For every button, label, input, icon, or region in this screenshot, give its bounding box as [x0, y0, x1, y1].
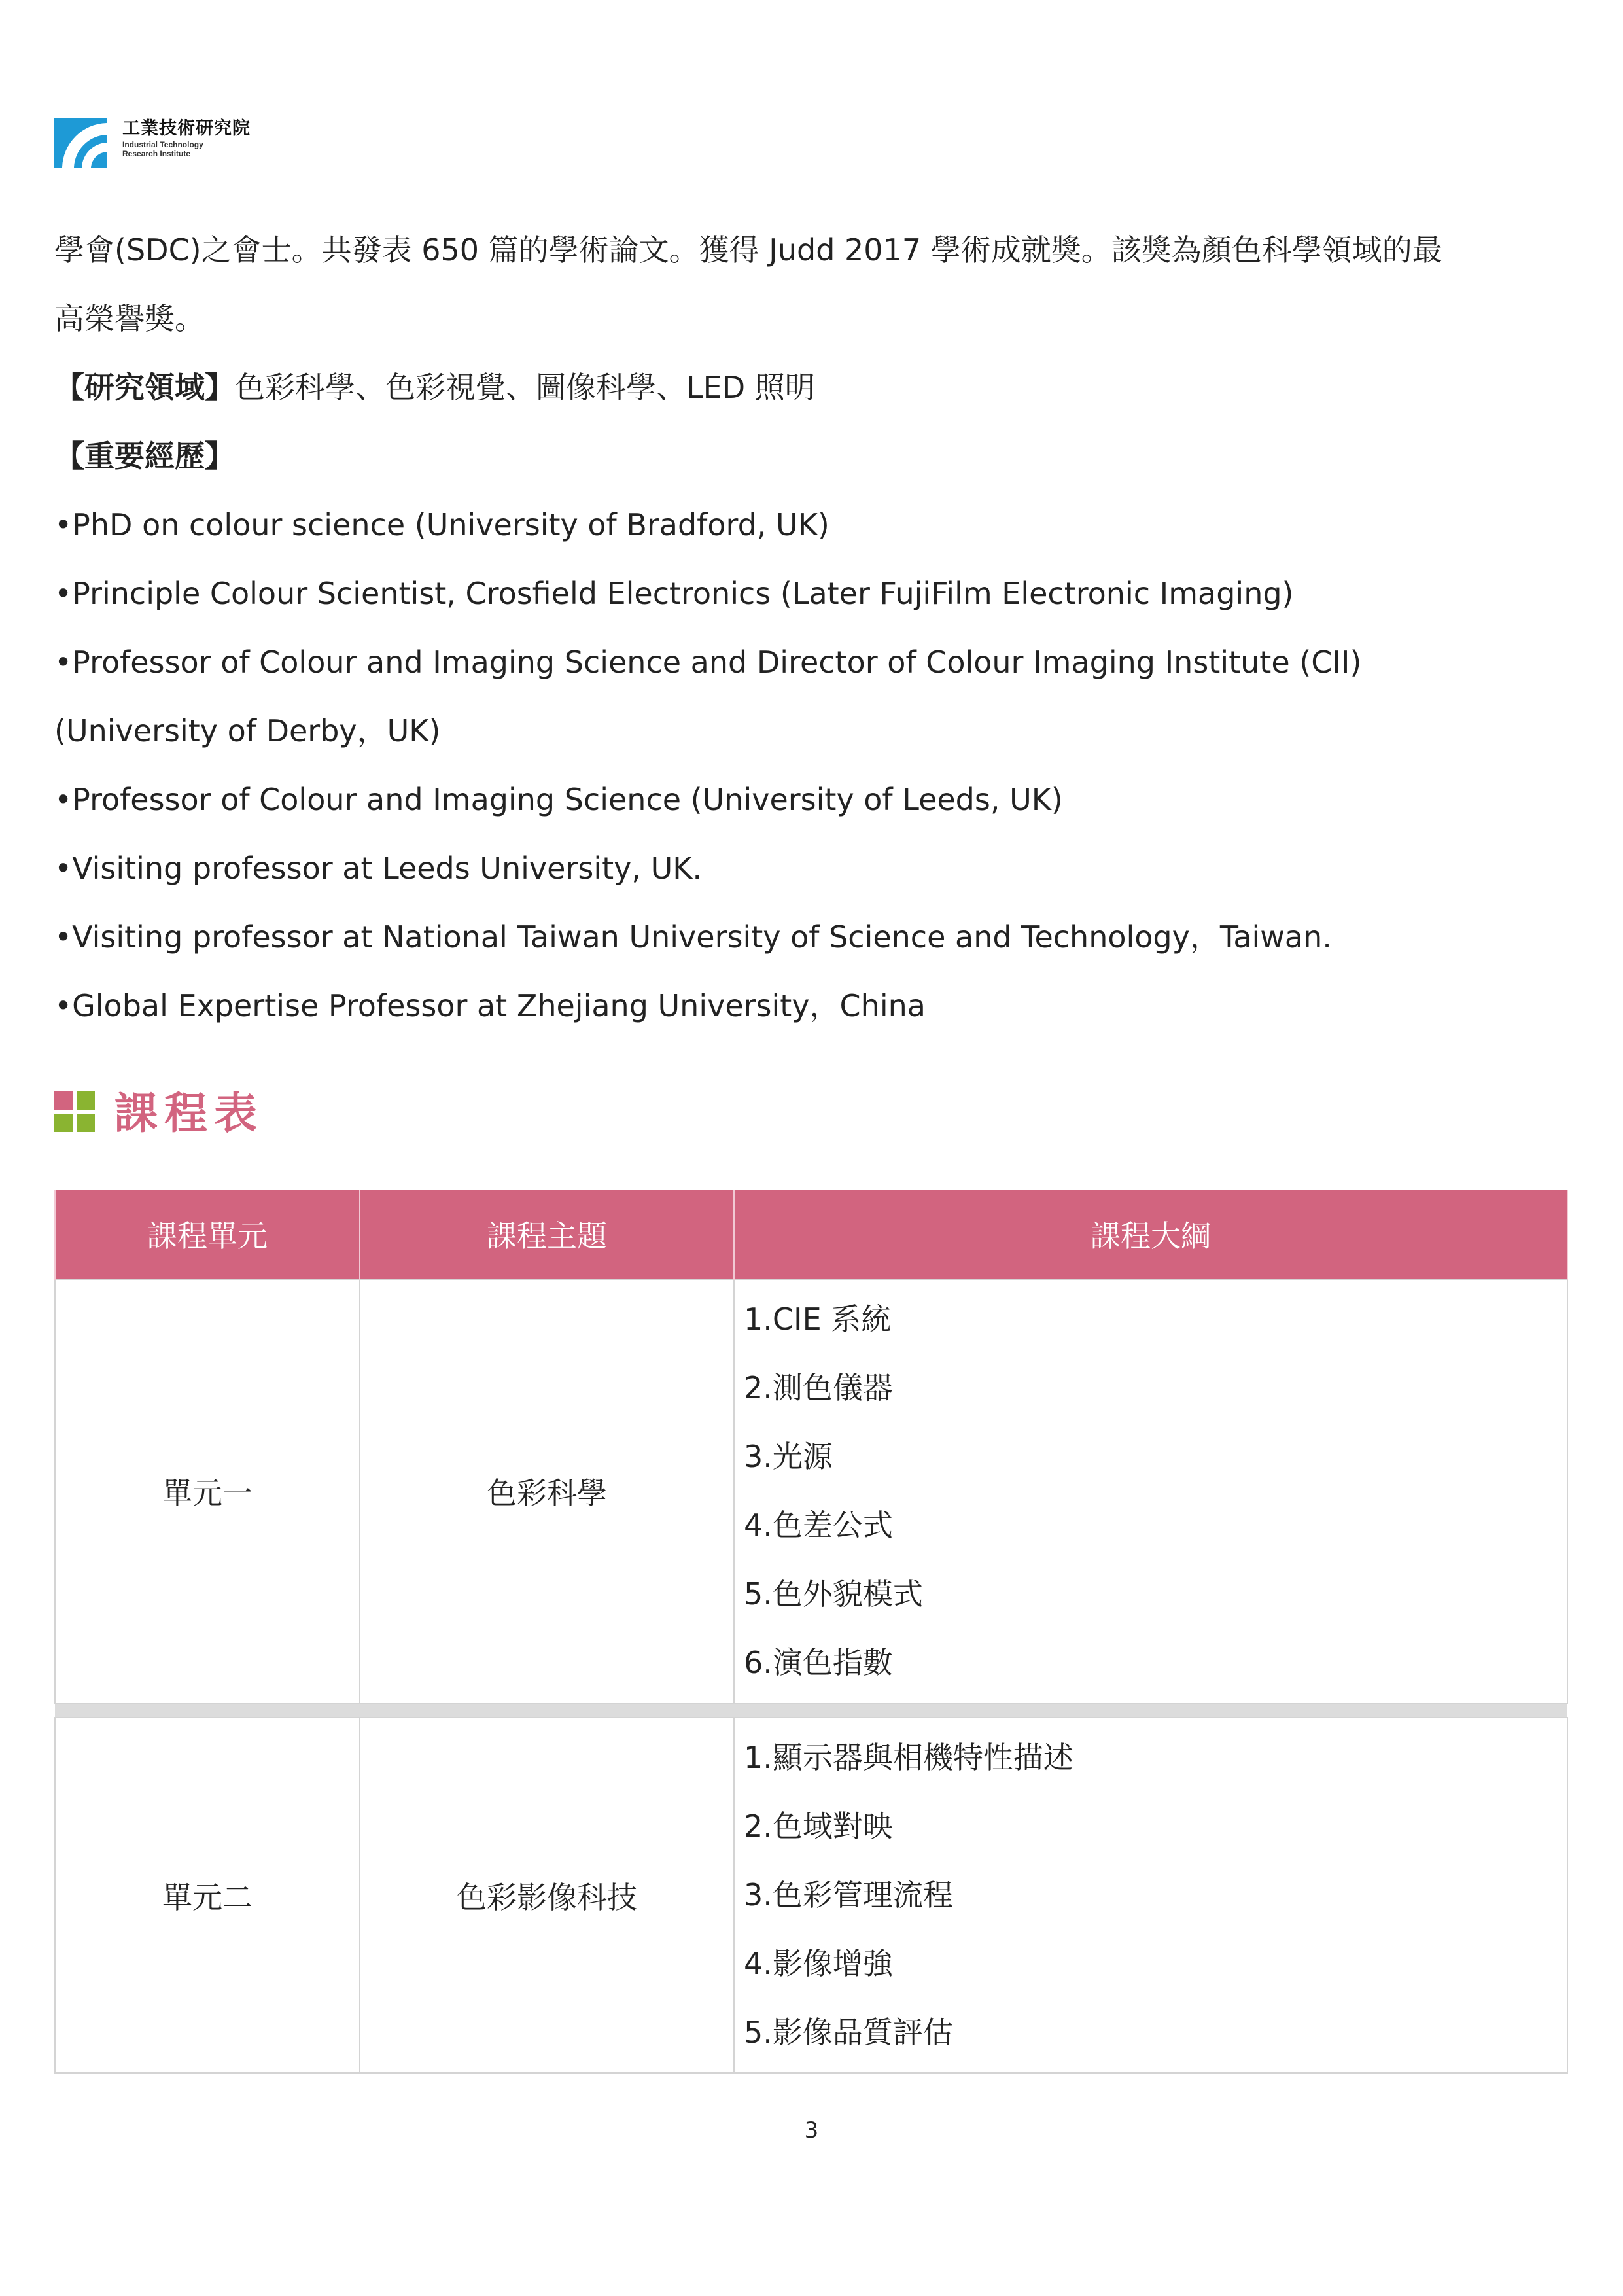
experience-label: 【重要經歷】: [54, 438, 235, 474]
logo-name-en-2: Research Institute: [122, 149, 191, 158]
topic-cell: 色彩科學: [360, 1279, 734, 1703]
table-row: [55, 1279, 1567, 1703]
itri-logo: [54, 118, 316, 170]
outline-cell: [734, 1718, 1567, 2073]
grid-icon-square: [77, 1114, 95, 1132]
topic-cell: 色彩影像科技: [360, 1718, 734, 2073]
outline-item: 3.光源: [744, 1439, 833, 1474]
unit-cell: 單元一: [55, 1279, 360, 1703]
experience-item: •PhD on colour science (University of Bradford, UK): [54, 507, 829, 542]
logo-text: [122, 118, 251, 158]
outline-item: 2.色域對映: [744, 1809, 893, 1844]
table-header-topic: 課程主題: [360, 1190, 734, 1279]
experience-item: •Professor of Colour and Imaging Science and Director of Colour Imaging Institute (CII): [54, 645, 1362, 680]
unit-cell: 單元二: [55, 1718, 360, 2073]
outline-item: 5.影像品質評估: [744, 2015, 953, 2050]
outline-item: 3.色彩管理流程: [744, 1877, 953, 1913]
experience-item: •Visiting professor at National Taiwan University of Science and Technology，Taiwan.: [54, 919, 1332, 955]
grid-icon-square: [54, 1114, 73, 1132]
experience-item: •Visiting professor at Leeds University, UK.: [54, 851, 703, 886]
table-header-unit: 課程單元: [55, 1190, 360, 1279]
body-text: [54, 216, 1572, 1040]
outline-item: 4.影像增強: [744, 1946, 893, 1981]
itri-logo-icon: [54, 118, 107, 168]
outline-item: 1.CIE 系統: [744, 1301, 892, 1337]
grid-icon-square: [54, 1091, 73, 1110]
row-separator-cell: [55, 1703, 1567, 1718]
outline-item: 4.色差公式: [744, 1508, 893, 1543]
experience-item: (University of Derby，UK): [54, 713, 441, 749]
row-separator: [55, 1703, 1567, 1718]
section-title-text: 課程表: [114, 1088, 264, 1139]
grid-icon-square: [77, 1091, 95, 1110]
table-header-row: [55, 1190, 1567, 1279]
research-label: 【研究領域】: [54, 370, 235, 405]
course-table: [54, 1190, 1568, 2074]
experience-item: •Professor of Colour and Imaging Science (University of Leeds, UK): [54, 782, 1063, 817]
logo-name-zh: 工業技術研究院: [122, 118, 251, 139]
research-text: 色彩科學、色彩視覺、圖像科學、LED 照明: [235, 370, 815, 405]
logo-name-en-1: Industrial Technology: [122, 140, 203, 149]
outline-item: 6.演色指數: [744, 1645, 893, 1680]
outline-item: 2.測色儀器: [744, 1370, 893, 1405]
page-number: 3: [804, 2117, 819, 2144]
body-line: 高榮譽獎。: [54, 301, 205, 336]
outline-item: 1.顯示器與相機特性描述: [744, 1740, 1073, 1775]
body-line: 學會(SDC)之會士。共發表 650 篇的學術論文。獲得 Judd 2017 學術成就獎。該獎為顏色科學領域的最: [54, 232, 1442, 268]
table-header-outline: 課程大綱: [734, 1190, 1567, 1279]
table-row: [55, 1718, 1567, 2073]
outline-cell: [734, 1279, 1567, 1703]
experience-item: •Principle Colour Scientist, Crosfield Electronics (Later FujiFilm Electronic Imaging): [54, 576, 1294, 611]
outline-item: 5.色外貌模式: [744, 1576, 923, 1612]
research-field: [54, 353, 1572, 422]
experience-item: •Global Expertise Professor at Zhejiang University，China: [54, 988, 926, 1023]
